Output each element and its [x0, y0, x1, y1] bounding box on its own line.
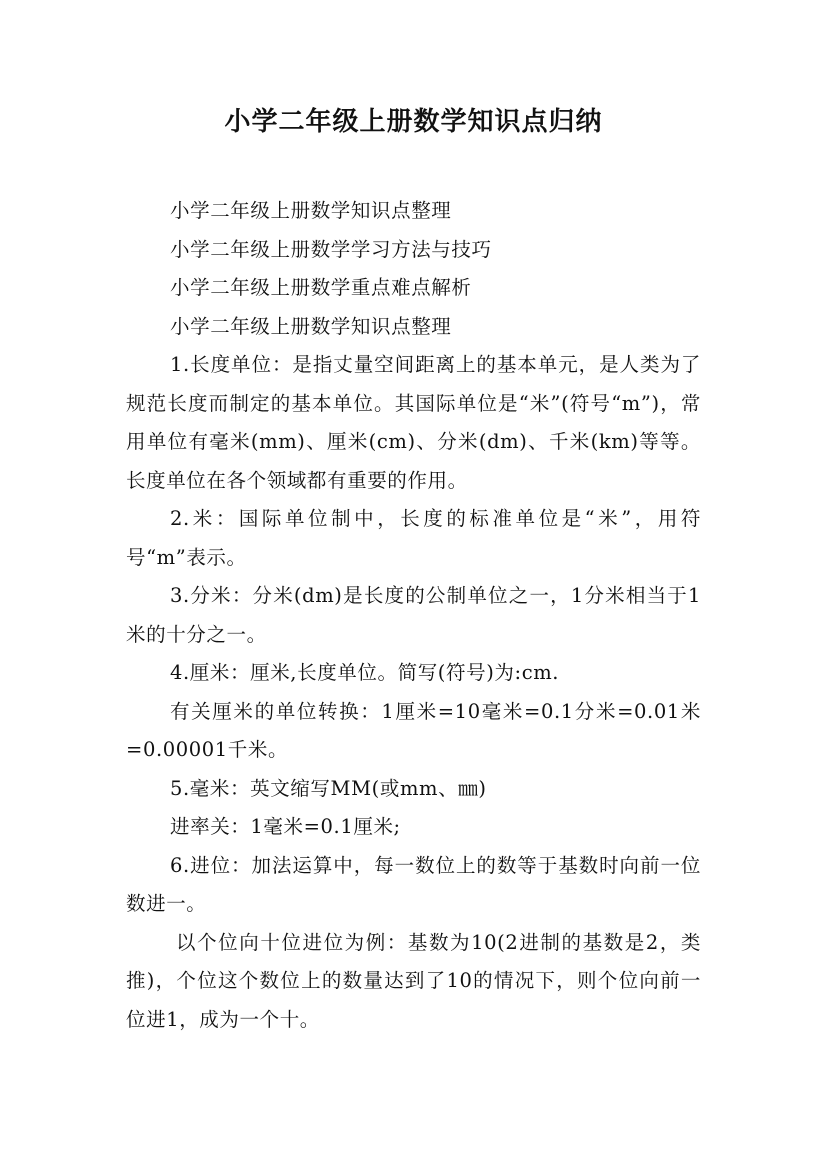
toc-item: 小学二年级上册数学学习方法与技巧	[170, 237, 492, 261]
paragraph: 2.米：国际单位制中，长度的标准单位是“米”，用符号“m”表示。	[126, 507, 701, 569]
toc-item: 小学二年级上册数学知识点整理	[170, 314, 452, 338]
paragraph: 进率关：1毫米=0.1厘米;	[170, 815, 401, 838]
paragraph: 4.厘米：厘米,长度单位。简写(符号)为:cm.	[170, 661, 560, 684]
document-body	[126, 192, 701, 1039]
paragraph: 有关厘米的单位转换：1厘米=10毫米=0.1分米=0.01米=0.00001千米。	[126, 699, 701, 761]
paragraph: 5.毫米：英文缩写MM(或mm、㎜)	[170, 776, 487, 800]
toc-item: 小学二年级上册数学知识点整理	[170, 199, 452, 222]
paragraph: 以个位向十位进位为例：基数为10(2进制的基数是2，类推)，个位这个数位上的数量达到了10的情况下，则个位向前一位进1，成为一个十。	[126, 930, 701, 1031]
document-title: 小学二年级上册数学知识点归纳	[224, 107, 603, 137]
paragraph: 1.长度单位：是指丈量空间距离上的基本单元，是人类为了规范长度而制定的基本单位。其国际单位是“米”(符号“m”)，常用单位有毫米(mm)、厘米(cm)、分米(dm)、千米(km)等等。长度单位在各个领域都有重要的作用。	[126, 353, 701, 492]
paragraph: 6.进位：加法运算中，每一数位上的数等于基数时向前一位数进一。	[126, 853, 701, 915]
toc-item: 小学二年级上册数学重点难点解析	[170, 276, 472, 299]
paragraph: 3.分米：分米(dm)是长度的公制单位之一，1分米相当于1米的十分之一。	[126, 584, 701, 646]
